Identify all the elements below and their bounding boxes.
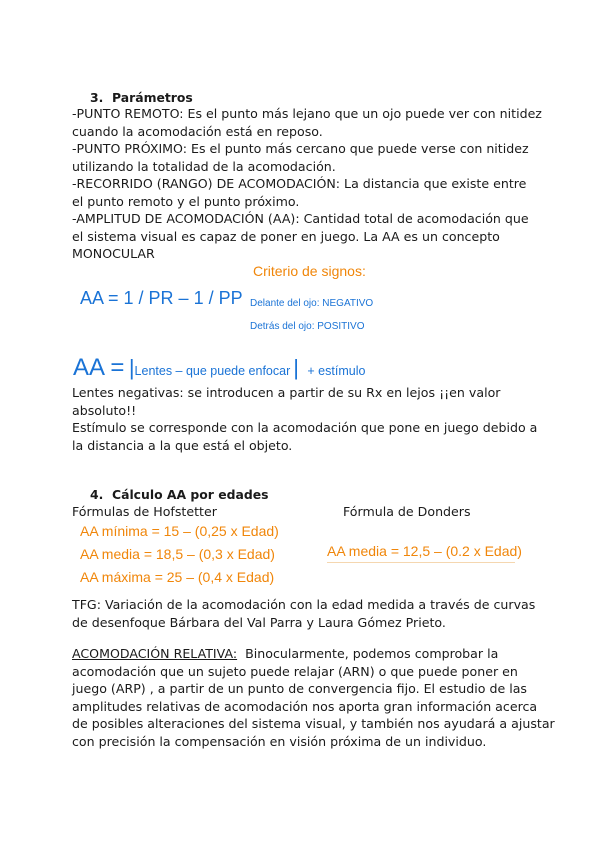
paragraph-line: -PUNTO REMOTO: Es el punto más lejano que un ojo puede ver con nitidez [72,106,542,121]
hofstetter-label: Fórmulas de Hofstetter [72,504,217,519]
paragraph-line: TFG: Variación de la acomodación con la edad medida a través de curvas [72,597,536,612]
paragraph-line: de posibles alteraciones del sistema visual, y también nos ayudará a ajustar [72,716,555,731]
paragraph-line: la distancia a la que está el objeto. [72,437,293,453]
donders-label: Fórmula de Donders [343,504,471,519]
donders-underline [327,562,515,563]
formula-tail: + estímulo [307,364,366,378]
paragraph-line: juego (ARP) , a partir de un punto de convergencia fijo. El estudio de las [72,681,527,696]
criterio-title: Criterio de signos: [253,263,366,279]
sign-delante: Delante del ojo: NEGATIVO [250,298,374,309]
aa-lens-formula [73,354,365,382]
paragraph-line: -AMPLITUD DE ACOMODACIÓN (AA): Cantidad total de acomodación que [72,211,529,226]
formula-lhs: AA = [73,354,125,381]
paragraph-line: MONOCULAR [72,246,155,261]
paragraph-line: con precisión la compensación en visión próxima de un individuo. [72,733,487,749]
paragraph-line: utilizando la totalidad de la acomodación. [72,158,336,174]
relativa-first-line: Binocularmente, podemos comprobar la [237,646,499,661]
sign-detras: Detrás del ojo: POSITIVO [250,321,365,332]
section-number: 4. [90,487,104,502]
relativa-heading: ACOMODACIÓN RELATIVA: [72,646,238,661]
section-title: Parámetros [111,90,193,105]
paragraph-line: el sistema visual es capaz de poner en juego. La AA es un concepto [72,228,500,244]
tfg-block [72,596,535,631]
paragraph-line: cuando la acomodación está en reposo. [72,123,323,139]
paragraph-line: de desenfoque Bárbara del Val Parra y Laura Gómez Prieto. [72,614,446,630]
section-3-body [72,105,542,263]
notes-block [72,384,537,454]
section-number: 3. [90,90,104,105]
paragraph-line: -RECORRIDO (RANGO) DE ACOMODACIÓN: La distancia que existe entre [72,176,527,191]
paragraph-line: acomodación que un sujeto puede relajar (ARN) o que puede poner en [72,663,518,679]
paragraph-line: Lentes negativas: se introducen a partir de su Rx en lejos ¡¡en valor [72,385,501,400]
hofstetter-min: AA mínima = 15 – (0,25 x Edad) [80,523,279,539]
section-title: Cálculo AA por edades [111,487,269,502]
section-3-heading [90,90,193,105]
hofstetter-media: AA media = 18,5 – (0,3 x Edad) [80,546,275,562]
paragraph-line: el punto remoto y el punto próximo. [72,193,300,209]
hofstetter-max: AA máxima = 25 – (0,4 x Edad) [80,569,275,585]
paragraph-line: absoluto!! [72,402,137,418]
relativa-block [72,645,555,750]
section-4-heading [90,487,269,502]
paragraph-line [72,645,555,663]
formula-inner: Lentes – que puede enfocar [134,364,291,378]
formula-bar-close: | [293,355,299,380]
paragraph-line: -PUNTO PRÓXIMO: Es el punto más cercano que puede verse con nitidez [72,141,529,156]
donders-formula: AA media = 12,5 – (0.2 x Edad) [327,543,522,559]
aa-formula: AA = 1 / PR – 1 / PP [80,288,243,308]
paragraph-line: amplitudes relativas de acomodación nos aporta gran información acerca [72,698,538,714]
formula-bar-open: | [128,355,135,380]
paragraph-line: Estímulo se corresponde con la acomodación que pone en juego debido a [72,420,538,435]
